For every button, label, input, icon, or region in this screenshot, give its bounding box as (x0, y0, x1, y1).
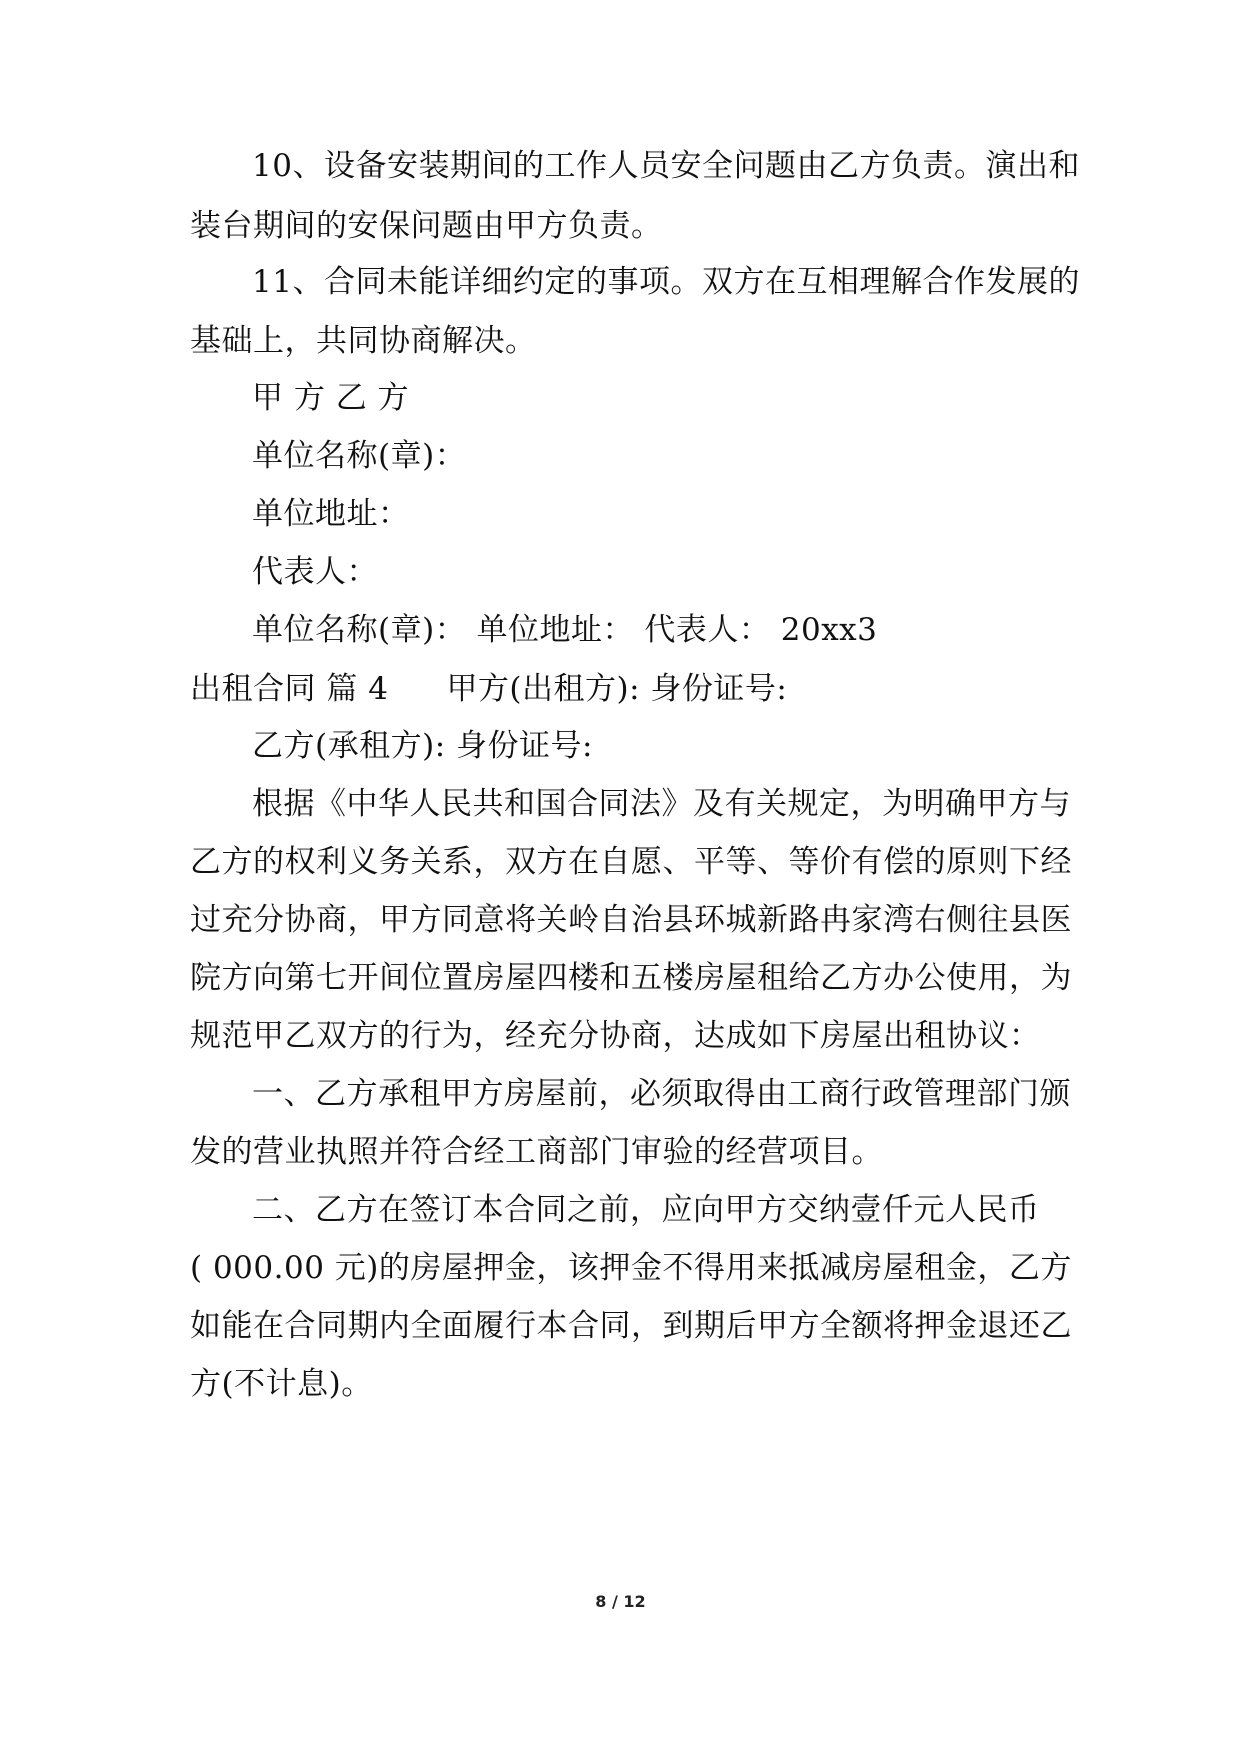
paragraph-line: ( 000.00 元)的房屋押金，该押金不得用来抵减房屋租金，乙方 (190, 1250, 1072, 1286)
paragraph-line: 11、合同未能详细约定的事项。双方在互相理解合作发展的 (252, 264, 1080, 300)
paragraph-line: 根据《中华人民共和国合同法》及有关规定，为明确甲方与 (252, 786, 1071, 822)
paragraph-line: 10、设备安装期间的工作人员安全问题由乙方负责。演出和 (252, 148, 1080, 184)
paragraph-line: 过充分协商，甲方同意将关岭自治县环城新路冉家湾右侧往县医 (190, 902, 1072, 938)
paragraph-line: 基础上，共同协商解决。 (190, 323, 537, 359)
paragraph-line: 如能在合同期内全面履行本合同，到期后甲方全额将押金退还乙 (190, 1308, 1072, 1344)
unit-address-label: 单位地址： (252, 496, 410, 532)
contract-header-line (190, 669, 1050, 709)
paragraph-line: 装台期间的安保问题由甲方负责。 (190, 208, 663, 244)
paragraph-line: 一、乙方承租甲方房屋前，必须取得由工商行政管理部门颁 (252, 1076, 1071, 1112)
paragraph-line: 院方向第七开间位置房屋四楼和五楼房屋租给乙方办公使用，为 (190, 960, 1072, 996)
party-header: 甲 方 乙 方 (252, 380, 410, 416)
lessee-label: 乙方(承租方): 身份证号: (252, 728, 593, 764)
paragraph-line: 方(不计息)。 (190, 1366, 373, 1402)
signature-line: 单位名称(章)： 单位地址： 代表人： 20xx3 (252, 612, 878, 648)
paragraph-line: 乙方的权利义务关系，双方在自愿、平等、等价有偿的原则下经 (190, 844, 1072, 880)
paragraph-line: 二、乙方在签订本合同之前，应向甲方交纳壹仟元人民币 (252, 1192, 1040, 1228)
paragraph-line: 规范甲乙双方的行为，经充分协商，达成如下房屋出租协议： (190, 1018, 1041, 1054)
page-number: 8 / 12 (595, 1592, 646, 1611)
paragraph-line: 发的营业执照并符合经工商部门审验的经营项目。 (190, 1134, 883, 1170)
unit-name-label: 单位名称(章)： (252, 438, 467, 474)
lessor-label: 甲方(出租方): 身份证号: (446, 671, 788, 707)
section-title: 出租合同 篇 4 (190, 671, 389, 707)
representative-label: 代表人： (252, 554, 378, 590)
